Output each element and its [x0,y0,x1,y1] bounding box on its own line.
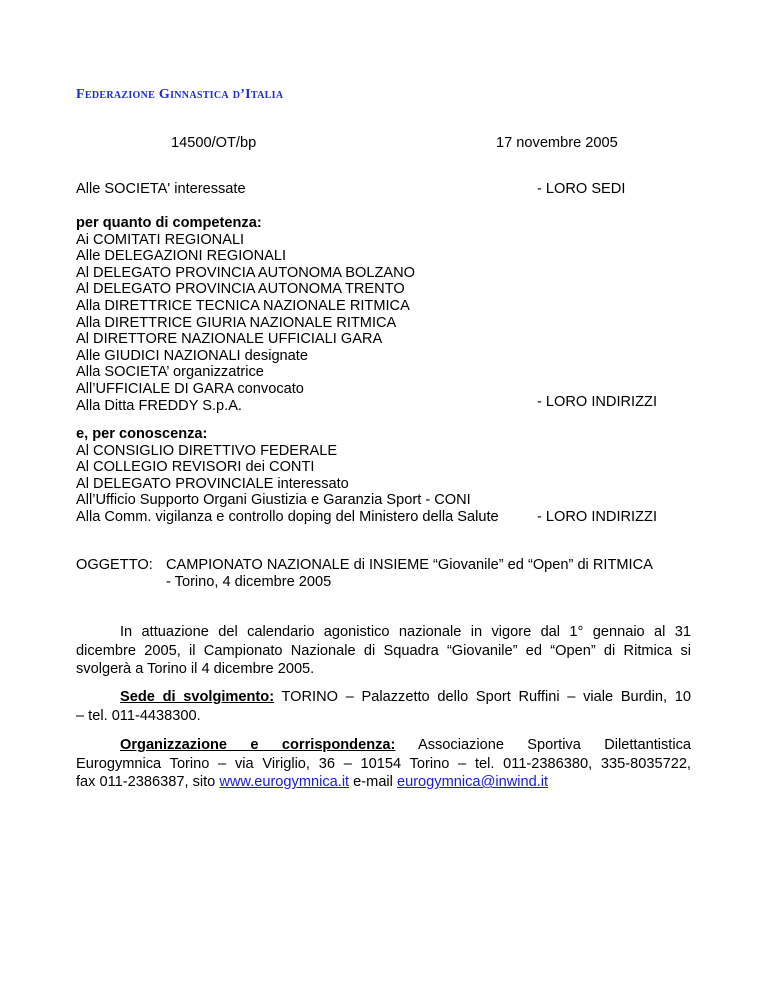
list-item: Alle DELEGAZIONI REGIONALI [76,248,287,265]
list-item: Al DIRETTORE NAZIONALE UFFICIALI GARA [76,331,383,348]
competence-heading: per quanto di competenza: [76,215,262,231]
list-item: All’UFFICIALE DI GARA convocato [76,380,304,397]
paragraph-line: e-mail [349,774,397,791]
federation-name: Federazione Ginnastica d’Italia [76,87,284,102]
paragraph-line: In attuazione del calendario agonistico nazionale in vigore dal 1° gennaio al 31 [120,624,691,640]
main-recipient: Alle SOCIETA' interessate [76,181,246,197]
competence-suffix: - LORO INDIRIZZI [537,394,657,410]
list-item: Al COLLEGIO REVISORI dei CONTI [76,459,315,476]
list-item: Al DELEGATO PROVINCIALE interessato [76,475,349,492]
list-item: Alla Ditta FREDDY S.p.A. [76,397,242,414]
paragraph-line: fax 011-2386387, sito [76,774,220,791]
paragraph-venue [76,688,691,725]
list-item: Alla DIRETTRICE TECNICA NAZIONALE RITMICA [76,297,410,314]
knowledge-heading: e, per conoscenza: [76,426,208,442]
paragraph-calendar [76,623,691,679]
paragraph-line: svolgerà a Torino il 4 dicembre 2005. [76,661,315,678]
main-recipient-suffix: - LORO SEDI [537,181,626,197]
list-item: Alla DIRETTRICE GIURIA NAZIONALE RITMICA [76,314,397,331]
list-item: Ai COMITATI REGIONALI [76,231,245,248]
list-item: Al DELEGATO PROVINCIA AUTONOMA TRENTO [76,281,405,298]
competence-list [76,215,415,414]
organization-label: Organizzazione e corrispondenza: [120,737,396,753]
protocol-number: 14500/OT/bp [171,135,257,151]
paragraph-organization [76,736,691,792]
list-item: Alla SOCIETA’ organizzatrice [76,364,264,381]
letter-date: 17 novembre 2005 [496,135,618,151]
organization-text: Associazione Sportiva Dilettantistica [395,737,691,753]
list-item: Alla Comm. vigilanza e controllo doping del Ministero della Salute [76,508,499,525]
subject-line-2: - Torino, 4 dicembre 2005 [166,574,332,590]
paragraph-line: – tel. 011-4438300. [76,707,201,724]
venue-text: TORINO – Palazzetto dello Sport Ruffini – viale Burdin, 10 [274,689,691,705]
list-item: Alle GIUDICI NAZIONALI designate [76,347,308,364]
subject-label: OGGETTO: [76,557,153,573]
knowledge-suffix: - LORO INDIRIZZI [537,509,657,525]
list-item: Al CONSIGLIO DIRETTIVO FEDERALE [76,442,338,459]
email-link[interactable]: eurogymnica@inwind.it [396,774,549,791]
website-link[interactable]: www.eurogymnica.it [219,774,350,791]
subject-line-1: CAMPIONATO NAZIONALE di INSIEME “Giovanile” ed “Open” di RITMICA [166,557,653,573]
list-item: Al DELEGATO PROVINCIA AUTONOMA BOLZANO [76,264,415,281]
list-item: All’Ufficio Supporto Organi Giustizia e Garanzia Sport - CONI [76,492,471,509]
venue-label: Sede di svolgimento: [120,689,275,705]
knowledge-list [76,426,499,526]
paragraph-line: dicembre 2005, il Campionato Nazionale di Squadra “Giovanile” ed “Open” di Ritmica si [76,642,691,659]
paragraph-line: Eurogymnica Torino – via Viriglio, 36 – 10154 Torino – tel. 011-2386380, 335-8035722, [76,755,691,772]
